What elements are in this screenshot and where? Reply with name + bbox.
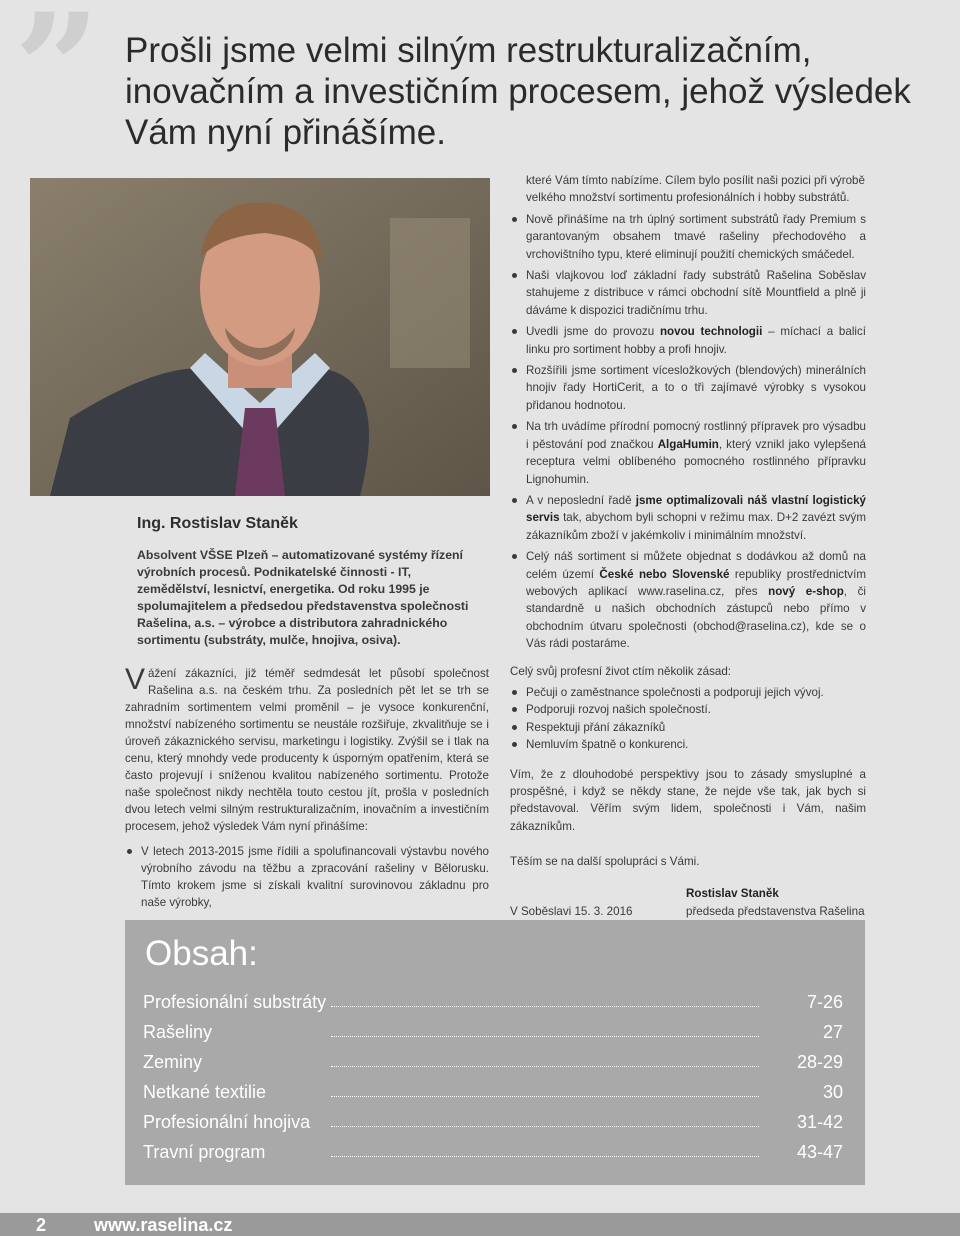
portrait-photo (30, 178, 490, 496)
toc-leader (331, 1156, 759, 1157)
toc-row[interactable] (143, 1052, 843, 1076)
list-item: Naši vlajkovou loď základní řady substrátů Rašelina Soběslav stahujeme z distribuce v rámci obchodní sítě Mountfield a plně ji dáváme k dispozici tradičnímu trhu. (510, 267, 866, 319)
website-link[interactable]: www.raselina.cz (94, 1215, 233, 1235)
toc-label: Rašeliny (143, 1022, 213, 1042)
toc-pages: 28-29 (796, 1052, 843, 1072)
list-item (510, 323, 866, 358)
list-item-text: , či standardně u našich obchodních zástupců nebo přímo v obchodním útvaru společnosti (obchod@raselina.cz), kde se o Vás rádi postaráme. (526, 584, 866, 651)
signer-role: předseda představenstva Rašelina (686, 904, 865, 918)
list-item-text: Celý náš sortiment si můžete objednat s dodávkou až domů na celém území (526, 550, 866, 581)
letter-left-column (125, 665, 489, 915)
dropcap-letter: V (125, 663, 146, 696)
toc-row[interactable] (143, 1022, 843, 1046)
list-item-continuation: které Vám tímto nabízíme. Cílem bylo posílit naši pozici při výrobě velkého množství sortimentu profesionálních i hobby substrátů. (526, 174, 865, 205)
bio-name: Ing. Rostislav Staněk (137, 515, 298, 532)
toc-leader (331, 1036, 759, 1037)
page-number: 2 (36, 1215, 47, 1235)
toc-pages: 30 (822, 1082, 843, 1102)
toc-leader (331, 1096, 759, 1097)
list-item-emphasis: AlgaHumin (657, 437, 719, 451)
table-of-contents (125, 920, 865, 1185)
letter-right-column (510, 172, 866, 927)
toc-leader (331, 1126, 759, 1127)
page-footer (0, 1213, 960, 1236)
signer-name: Rostislav Staněk (686, 886, 779, 900)
list-item: Nově přinášíme na trh úplný sortiment substrátů řady Premium s garantovaným obsahem tmavé rašeliny přechodového a vrchovištního typu, které eliminují použití chemických smáčedel. (510, 211, 866, 263)
list-item-emphasis: novou technologii (659, 325, 763, 339)
letter-intro: ážení zákazníci, již téměř sedmdesát let působí společnost Rašelina a.s. na českém trhu. Za posledních pět let se trh se zahradním sortimentem velmi proměnil – je vysoce konkurenční, množství nabízeného sortimentu se neustále rozšiřuje, zkvalitňuje se i úroveň zákaznického servisu, marketingu i logistiky. Zvýšil se i tlak na cenu, který mnohdy vede producenty k úsporným opatřením, která se často projevují i sníženou kvalitou nabízeného sortimentu. Protože naše společnost nikdy nechtěla touto cestou jít, prošla v posledních dvou letech velmi silným restrukturalizačním, inovačním a investičním procesem, jehož výsledek Vám nyní přinášíme: (125, 667, 489, 833)
toc-row[interactable] (143, 992, 843, 1016)
toc-leader (331, 1006, 759, 1007)
list-item: Rozšířili jsme sortiment vícesložkových (blendových) minerálních hnojiv řady HortiCerit, a to o tři zajímavé výrobky s vysokou přidanou hodnotou. (510, 362, 866, 414)
portrait-illustration (30, 178, 490, 496)
toc-label: Profesionální hnojiva (143, 1112, 311, 1132)
list-item: V letech 2013-2015 jsme řídili a spolufinancovali výstavbu nového výrobního závodu na těžbu a zpracování rašeliny v Bělorusku. Tímto krokem jsme si získali kvalitní surovinovou základnu pro naše výrobky, (125, 843, 489, 911)
principle-item: Pečuji o zaměstnance společnosti a podporuji jejich vývoj. (510, 684, 866, 701)
place-date: V Soběslavi 15. 3. 2016 (510, 904, 633, 918)
toc-title: Obsah: (145, 934, 258, 973)
farewell: Těším se na další spolupráci s Vámi. (510, 855, 700, 869)
principle-item: Nemluvím špatně o konkurenci. (510, 736, 866, 753)
quote-mark-decoration: ” (14, 0, 101, 157)
list-item-text: Uvedli jsme do provozu (526, 325, 660, 339)
principle-item: Podporuji rozvoj našich společností. (510, 701, 866, 718)
bio-text: Absolvent VŠSE Plzeň – automatizované systémy řízení výrobních procesů. Podnikatelské činnosti - IT, zemědělství, lesnictví, energetika. Od roku 1995 je spolumajitelem a předsedou představenstva společnosti Rašelina, a.s. – výrobce a distributora zahradnického sortimentu (substráty, mulče, hnojiva, osiva). (137, 548, 469, 647)
toc-pages: 43-47 (796, 1142, 843, 1162)
toc-row[interactable] (143, 1082, 843, 1106)
toc-row[interactable] (143, 1142, 843, 1166)
toc-label: Netkané textilie (143, 1082, 267, 1102)
principles-intro: Celý svůj profesní život ctím několik zásad: (510, 664, 732, 678)
list-item (510, 492, 866, 544)
list-item-emphasis: nový e-shop (768, 584, 844, 598)
toc-pages: 27 (822, 1022, 843, 1042)
toc-label: Profesionální substráty (143, 992, 327, 1012)
list-item-text: Na trh uvádíme přírodní pomocný rostlinný přípravek pro výsadbu i pěstování pod značkou (526, 420, 866, 451)
page-headline: Prošli jsme velmi silným restrukturalizačním, inovačním a investičním procesem, jehož výsledek Vám nyní přinášíme. (125, 31, 911, 152)
list-item-text: A v neposlední řadě (526, 493, 636, 507)
toc-pages: 7-26 (806, 992, 843, 1012)
list-item-emphasis: jsme optimalizovali náš vlastní logistický servis (526, 493, 866, 525)
list-item (510, 418, 866, 488)
list-item (510, 548, 866, 652)
list-item-text: tak, abychom byli schopni v režimu max. D+2 zavézt svým zákazníkům zboží v jakémkoliv i minimálním množství. (526, 511, 866, 542)
list-item-text: – míchací a balicí linku pro sortiment hobby a profi hnojiv. (526, 325, 867, 356)
toc-pages: 31-42 (796, 1112, 843, 1132)
closing-paragraph: Vím, že z dlouhodobé perspektivy jsou to zásady smysluplné a prospěšné, i když se někdy stane, že nejde vše tak, jak bych si představoval. Věřím svým lidem, společnosti i Vám, našim zákazníkům. (510, 767, 866, 833)
toc-leader (331, 1066, 759, 1067)
principle-item: Respektuji přání zákazníků (510, 719, 866, 736)
list-item-emphasis: České nebo Slovenské (599, 567, 730, 581)
list-item-text: republiky prostřednictvím webových aplikací www.raselina.cz, přes (526, 567, 866, 598)
toc-label: Travní program (143, 1142, 266, 1162)
list-item-text: , který vznikl jako vylepšená receptura velmi oblíbeného pomocného rostlinného přípravku Lignohumin. (526, 437, 866, 486)
toc-label: Zeminy (143, 1052, 203, 1072)
toc-row[interactable] (143, 1112, 843, 1136)
